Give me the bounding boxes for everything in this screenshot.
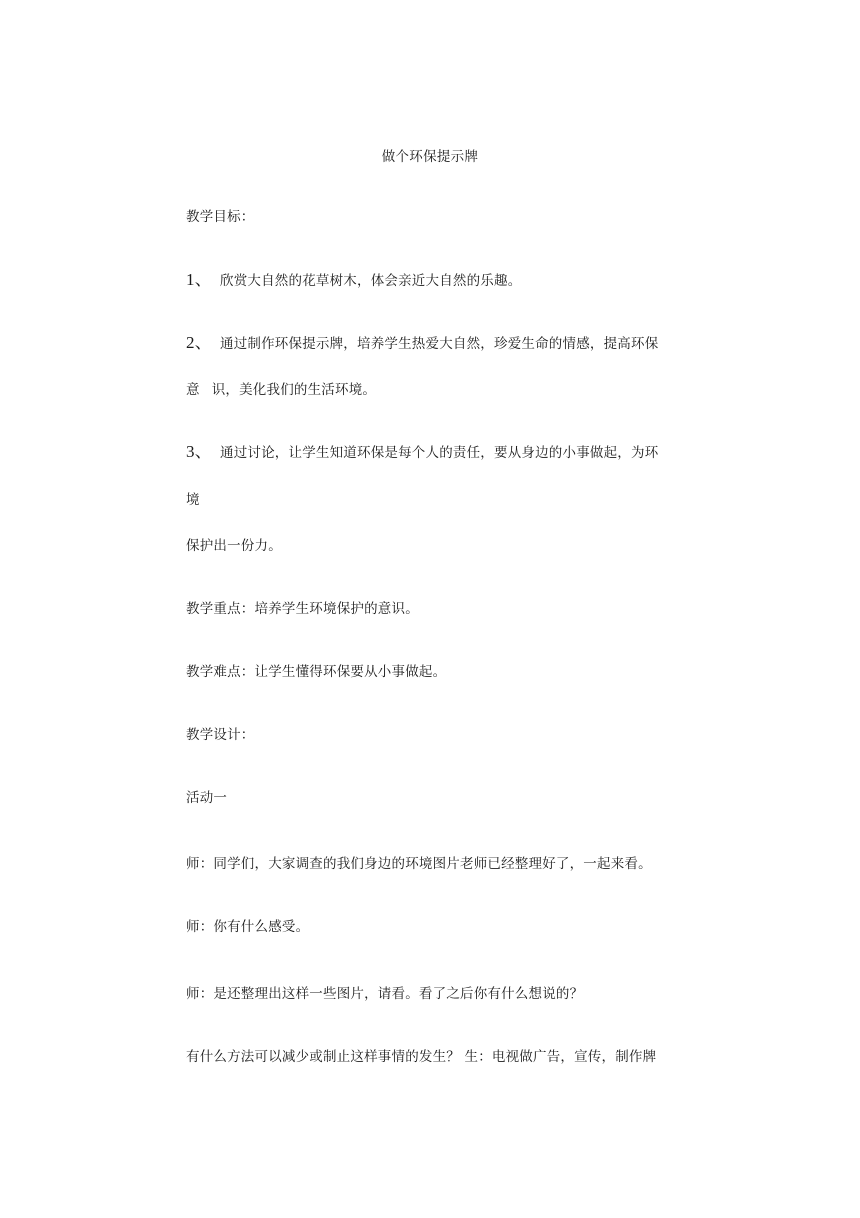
objective-item-3 bbox=[186, 443, 658, 462]
dialogue-line: 师：你有什么感受。 bbox=[186, 919, 310, 935]
objective-2-continuation bbox=[186, 381, 376, 399]
dialogue-line: 有什么方法可以减少或制止这样事情的发生？ 生：电视做广告，宣传，制作牌 bbox=[186, 1049, 657, 1065]
objective-item-1 bbox=[186, 271, 521, 290]
objective-2-continuation-a: 意 bbox=[186, 382, 200, 398]
design-heading: 教学设计： bbox=[186, 727, 255, 743]
objective-item-2 bbox=[186, 334, 658, 353]
dialogue-line: 师：同学们，大家调查的我们身边的环境图片老师已经整理好了，一起来看。 bbox=[186, 856, 652, 872]
objectives-heading: 教学目标： bbox=[186, 209, 255, 225]
objective-number: 2、 bbox=[186, 333, 212, 352]
objective-number: 3、 bbox=[186, 442, 212, 461]
document-title: 做个环保提示牌 bbox=[381, 149, 479, 165]
objective-number: 1、 bbox=[186, 270, 212, 289]
dialogue-line: 师：是还整理出这样一些图片，请看。看了之后你有什么想说的？ bbox=[186, 986, 584, 1002]
difficulty-point: 教学难点：让学生懂得环保要从小事做起。 bbox=[186, 664, 447, 680]
objective-text: 通过讨论，让学生知道环保是每个人的责任，要从身边的小事做起，为环 bbox=[220, 445, 659, 461]
objective-3-continuation-1: 境 bbox=[186, 492, 200, 508]
objective-3-continuation-2: 保护出一份力。 bbox=[186, 538, 282, 554]
activity-heading: 活动一 bbox=[186, 790, 228, 806]
objective-text: 通过制作环保提示牌，培养学生热爱大自然，珍爱生命的情感，提高环保 bbox=[220, 336, 659, 352]
objective-text: 欣赏大自然的花草树木，体会亲近大自然的乐趣。 bbox=[220, 273, 522, 289]
key-point: 教学重点：培养学生环境保护的意识。 bbox=[186, 601, 419, 617]
objective-2-continuation-b: 识，美化我们的生活环境。 bbox=[211, 382, 377, 398]
